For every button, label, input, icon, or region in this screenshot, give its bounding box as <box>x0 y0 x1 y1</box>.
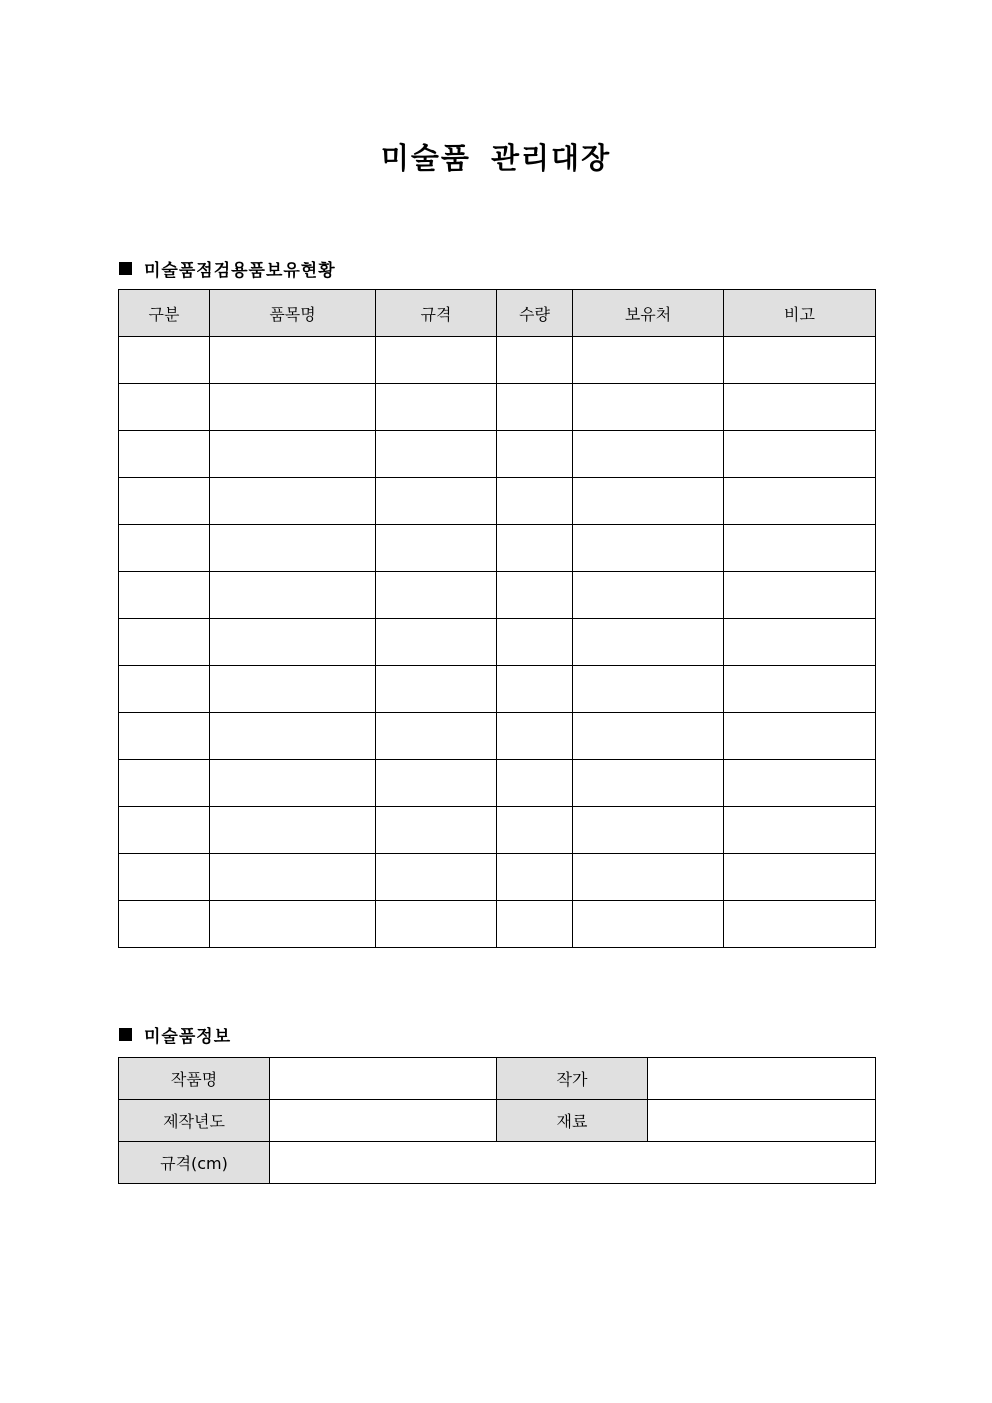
work-name-value[interactable] <box>270 1058 497 1100</box>
production-year-label: 제작년도 <box>119 1100 270 1142</box>
cell-category[interactable] <box>119 713 210 760</box>
cell-quantity[interactable] <box>497 619 573 666</box>
cell-quantity[interactable] <box>497 525 573 572</box>
cell-quantity[interactable] <box>497 431 573 478</box>
page-title: 미술품 관리대장 <box>380 141 612 175</box>
cell-category[interactable] <box>119 854 210 901</box>
table-row <box>119 431 876 478</box>
cell-location[interactable] <box>573 525 724 572</box>
cell-location[interactable] <box>573 384 724 431</box>
cell-quantity[interactable] <box>497 478 573 525</box>
cell-item-name[interactable] <box>210 713 376 760</box>
art-info-heading-label: 미술품정보 <box>144 1027 232 1047</box>
cell-item-name[interactable] <box>210 807 376 854</box>
cell-category[interactable] <box>119 901 210 948</box>
table-row <box>119 901 876 948</box>
cell-category[interactable] <box>119 384 210 431</box>
cell-location[interactable] <box>573 337 724 384</box>
cell-location[interactable] <box>573 666 724 713</box>
cell-quantity[interactable] <box>497 807 573 854</box>
cell-remarks[interactable] <box>724 666 876 713</box>
table-row <box>119 666 876 713</box>
cell-category[interactable] <box>119 807 210 854</box>
cell-category[interactable] <box>119 666 210 713</box>
holdings-body <box>119 337 876 948</box>
cell-item-name[interactable] <box>210 431 376 478</box>
column-header-location: 보유처 <box>573 290 724 337</box>
cell-item-name[interactable] <box>210 525 376 572</box>
cell-item-name[interactable] <box>210 854 376 901</box>
cell-category[interactable] <box>119 760 210 807</box>
cell-spec[interactable] <box>376 384 497 431</box>
cell-item-name[interactable] <box>210 619 376 666</box>
cell-remarks[interactable] <box>724 807 876 854</box>
cell-spec[interactable] <box>376 478 497 525</box>
cell-remarks[interactable] <box>724 760 876 807</box>
cell-item-name[interactable] <box>210 384 376 431</box>
table-row <box>119 384 876 431</box>
column-header-remarks: 비고 <box>724 290 876 337</box>
cell-location[interactable] <box>573 478 724 525</box>
work-name-label: 작품명 <box>119 1058 270 1100</box>
cell-location[interactable] <box>573 901 724 948</box>
cell-location[interactable] <box>573 431 724 478</box>
table-row <box>119 807 876 854</box>
cell-quantity[interactable] <box>497 572 573 619</box>
cell-location[interactable] <box>573 572 724 619</box>
cell-quantity[interactable] <box>497 760 573 807</box>
table-row <box>119 713 876 760</box>
art-info-table <box>118 1057 876 1184</box>
size-label: 규격(cm) <box>119 1142 270 1184</box>
size-value[interactable] <box>270 1142 876 1184</box>
holdings-heading-label: 미술품점검용품보유현황 <box>144 261 336 281</box>
cell-item-name[interactable] <box>210 760 376 807</box>
cell-remarks[interactable] <box>724 713 876 760</box>
material-label: 재료 <box>497 1100 648 1142</box>
cell-item-name[interactable] <box>210 901 376 948</box>
holdings-table <box>118 289 876 948</box>
square-bullet-icon <box>119 262 132 275</box>
cell-category[interactable] <box>119 431 210 478</box>
cell-quantity[interactable] <box>497 854 573 901</box>
cell-category[interactable] <box>119 337 210 384</box>
cell-spec[interactable] <box>376 337 497 384</box>
cell-category[interactable] <box>119 619 210 666</box>
cell-quantity[interactable] <box>497 337 573 384</box>
table-row <box>119 337 876 384</box>
cell-item-name[interactable] <box>210 478 376 525</box>
cell-remarks[interactable] <box>724 337 876 384</box>
cell-location[interactable] <box>573 713 724 760</box>
table-row <box>119 760 876 807</box>
column-header-spec: 규격 <box>376 290 497 337</box>
cell-remarks[interactable] <box>724 854 876 901</box>
cell-remarks[interactable] <box>724 431 876 478</box>
holdings-section-heading <box>119 256 336 281</box>
cell-spec[interactable] <box>376 666 497 713</box>
cell-spec[interactable] <box>376 431 497 478</box>
cell-quantity[interactable] <box>497 666 573 713</box>
cell-quantity[interactable] <box>497 901 573 948</box>
table-row <box>119 525 876 572</box>
material-value[interactable] <box>648 1100 876 1142</box>
cell-quantity[interactable] <box>497 384 573 431</box>
holdings-header-row <box>119 290 876 337</box>
art-info-row <box>119 1058 876 1100</box>
art-info-row <box>119 1100 876 1142</box>
cell-category[interactable] <box>119 525 210 572</box>
cell-location[interactable] <box>573 760 724 807</box>
cell-remarks[interactable] <box>724 901 876 948</box>
cell-location[interactable] <box>573 619 724 666</box>
column-header-quantity: 수량 <box>497 290 573 337</box>
art-info-row <box>119 1142 876 1184</box>
table-row <box>119 854 876 901</box>
cell-category[interactable] <box>119 478 210 525</box>
table-row <box>119 478 876 525</box>
cell-location[interactable] <box>573 807 724 854</box>
cell-quantity[interactable] <box>497 713 573 760</box>
cell-spec[interactable] <box>376 572 497 619</box>
cell-spec[interactable] <box>376 854 497 901</box>
cell-remarks[interactable] <box>724 478 876 525</box>
cell-spec[interactable] <box>376 760 497 807</box>
cell-remarks[interactable] <box>724 572 876 619</box>
cell-remarks[interactable] <box>724 619 876 666</box>
column-header-item-name: 품목명 <box>210 290 376 337</box>
cell-item-name[interactable] <box>210 572 376 619</box>
cell-item-name[interactable] <box>210 666 376 713</box>
cell-location[interactable] <box>573 854 724 901</box>
cell-remarks[interactable] <box>724 525 876 572</box>
artist-label: 작가 <box>497 1058 648 1100</box>
cell-spec[interactable] <box>376 713 497 760</box>
table-row <box>119 619 876 666</box>
cell-item-name[interactable] <box>210 337 376 384</box>
cell-spec[interactable] <box>376 525 497 572</box>
cell-spec[interactable] <box>376 901 497 948</box>
production-year-value[interactable] <box>270 1100 497 1142</box>
table-row <box>119 572 876 619</box>
column-header-category: 구분 <box>119 290 210 337</box>
cell-remarks[interactable] <box>724 384 876 431</box>
artist-value[interactable] <box>648 1058 876 1100</box>
cell-spec[interactable] <box>376 619 497 666</box>
cell-category[interactable] <box>119 572 210 619</box>
square-bullet-icon <box>119 1028 132 1041</box>
art-info-section-heading <box>119 1022 231 1047</box>
cell-spec[interactable] <box>376 807 497 854</box>
